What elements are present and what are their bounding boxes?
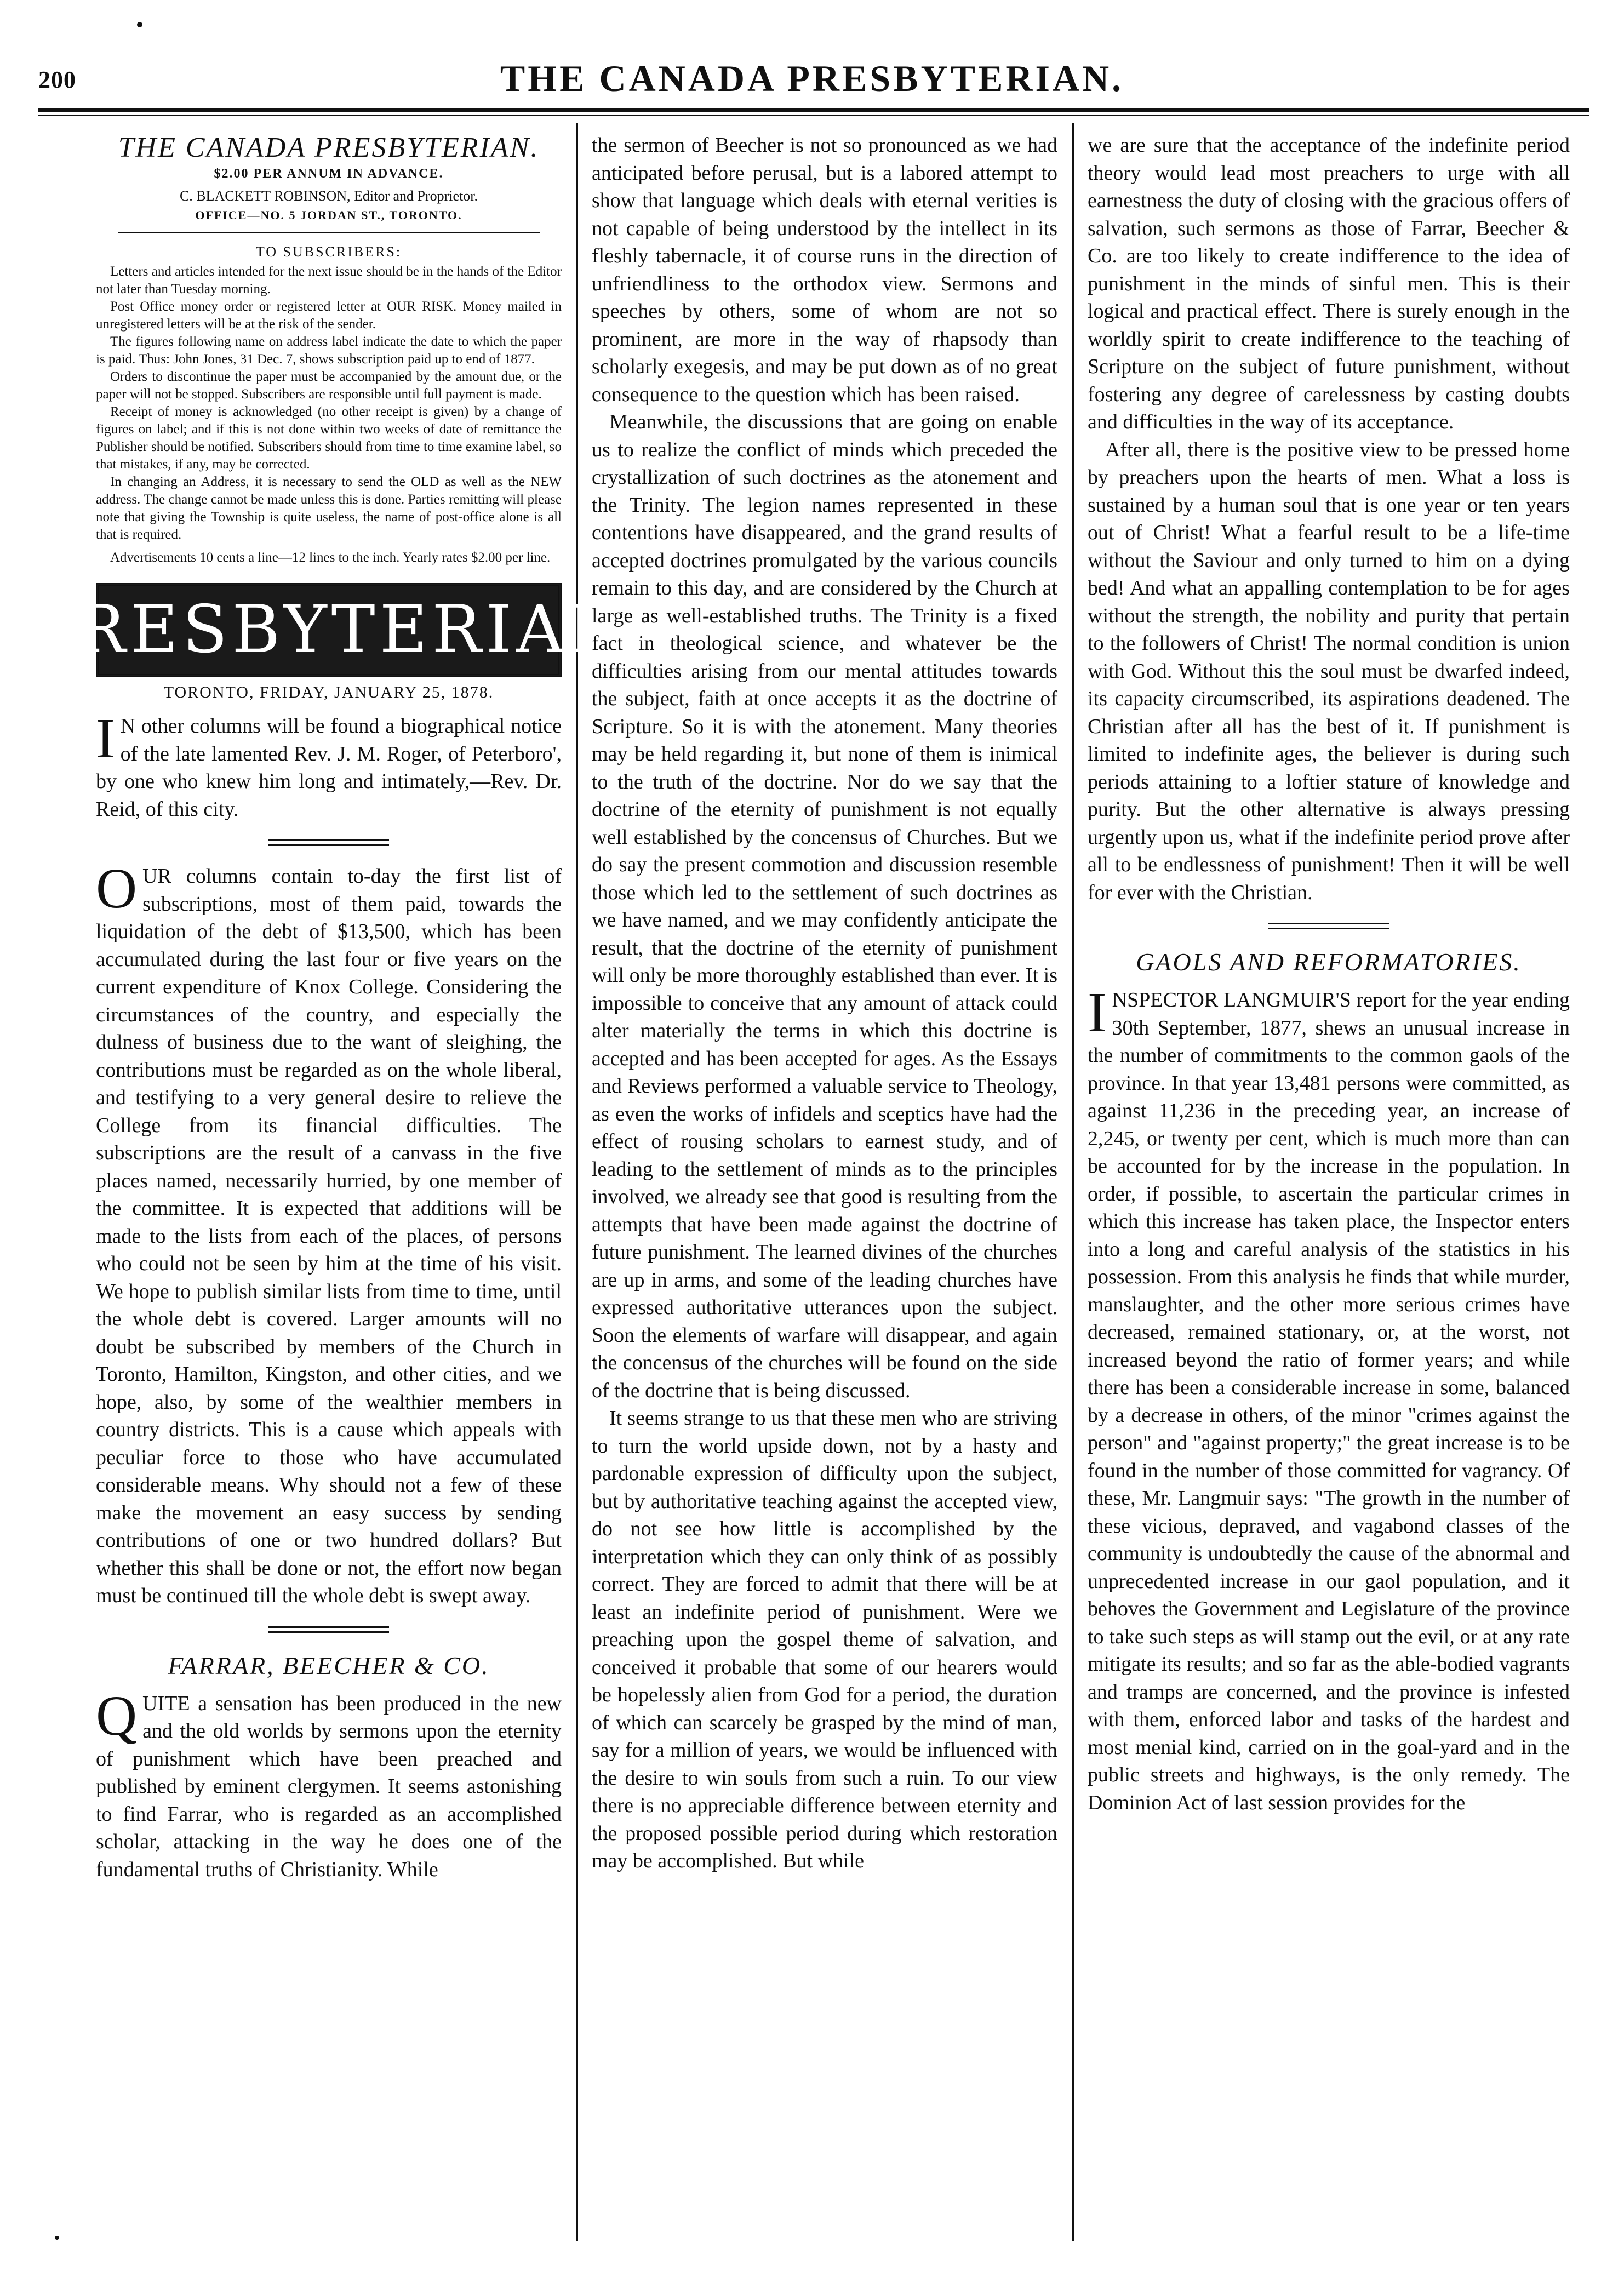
imprint-title: THE CANADA PRESBYTERIAN.: [118, 132, 540, 163]
subscribers-paragraph: Receipt of money is acknowledged (no other receipt is given) by a change of figures on label; and if this is not done within two weeks of date of remittance the Publisher should be notified. Subscribers should from time to time examine label, so that mistakes, if any, may be corrected.: [96, 404, 562, 472]
subscribers-paragraph: Orders to discontinue the paper must be accompanied by the amount due, or the paper will not be stopped. Subscribers are responsible until full payment is made.: [96, 369, 562, 402]
column-divider-1: [576, 123, 578, 2241]
imprint-office: OFFICE—NO. 5 JORDAN ST., TORONTO.: [195, 208, 462, 222]
imprint-rule: [118, 232, 540, 233]
subscribers-heading: TO SUBSCRIBERS:: [255, 244, 402, 260]
article-paragraph: we are sure that the acceptance of the indefinite period theory would lead most preachers to urge with all earnestness the duty of closing with the gracious offers of salvation, such sermons as those of Farrar, Beecher & Co. are too likely to create indifference to the idea of punishment in the minds of sinful men. This is their logical and practical effect. There is surely enough in the worldly spirit to create indifference to the teaching of Scripture on the subject of future punishment, without fostering any degree of carelessness by casting doubts and difficulties in the way of its acceptance.: [1088, 134, 1570, 433]
subscribers-paragraph: In changing an Address, it is necessary to send the OLD as well as the NEW address. The change cannot be made unless this is done. Parties remitting will please note that giving the Township is quite useless, the name of post-office alone is all that is required.: [96, 475, 562, 542]
header-rule-thin: [38, 115, 1589, 116]
column-1: [27, 132, 630, 2230]
column-divider-2: [1072, 123, 1074, 2241]
gaols-heading: GAOLS AND REFORMATORIES.: [1136, 948, 1522, 976]
subscribers-paragraph: The figures following name on address label indicate the date to which the paper is paid. Thus: John Jones, 31 Dec. 7, shows subscription paid up to end of 1877.: [96, 334, 562, 367]
subscribers-paragraph: Post Office money order or registered letter at OUR RISK. Money mailed in unregistered letters will be at the risk of the sender.: [96, 299, 562, 332]
gaols-article: INSPECTOR LANGMUIR'S report for the year ending 30th September, 1877, shews an unusual increase in the number of commitments to the common gaols of the province. In that year 13,481 persons were committed, as against 11,236 in the preceding year, an increase of 2,245, or twenty per cent, which is much more than can be accounted for by the increase in the population. In order, if possible, to ascertain the particular crimes in which this increase has taken place, the Inspector enters into a long and careful analysis of the statistics in his possession. From this analysis he finds that while murder, manslaughter, and the other more serious crimes have decreased, remained stationary, or, at the worst, not increased beyond the ratio of former years; and while there has been a considerable increase in some, balanced by a decrease in others, of the minor "crimes against the person" and "against property;" the great increase is to be found in the number of those committed for vagrancy. Of these, Mr. Langmuir says: "The growth in the number of these vicious, depraved, and vagabond classes of the community is undoubtedly the cause of the abnormal and unprecedented increase in our gaol population, and it behoves the Government and Legislature of the province to take such steps as will stamp out the evil, or at any rate mitigate its results; and so far as the able-bodied vagrants and tramps are concerned, and the province is infested with them, enforced labor and tasks of the hardest and most menial kind, carried on in the goal-yard and in the public streets and highways, is the only remedy. The Dominion Act of last session provides for the: [1088, 981, 1570, 1814]
article-paragraph: Meanwhile, the discussions that are going on enable us to realize the conflict of minds which preceded the crystallization of such doctrines as the atonement and the Trinity. The legion names represented in these contentions have disappeared, and the grand results of accepted doctrines promulgated by the various councils remain to this day, and are considered by the Church at large as well-established truths. The Trinity is a fixed fact in theological science, and whatever be the difficulties arising from our mental attitudes towards the subject, faith at once accepts it as the doctrine of Scripture. So it is with the atonement. Many theories may be held regarding it, but none of them is inimical to the truth of the doctrine. Nor do we say that the doctrine of the eternity of punishment is not equally well established by the concensus of Churches. But we do say the present commotion and discussion resemble those which led to the settlement of such doctrines as we have named, and we may confidently anticipate the result, that the doctrine of the eternity of punishment will only be more thoroughly established than ever. It is impossible to conceive that any amount of attack could alter materially the terms in which this doctrine is accepted and has been accepted for ages. As the Essays and Reviews performed a valuable service to Theology, as even the works of infidels and sceptics have had the effect of rousing scholars to earnest study, and of leading to the settlement of minds as to the principles involved, we already see that good is resulting from the attempts that have been made against the doctrine of future punishment. The learned divines of the churches are up in arms, and some of the leading churches have expressed authoritative utterances upon the subject. Soon the elements of warfare will disappear, and again the concensus of the churches will be found on the side of the doctrine that is being discussed.: [592, 410, 1057, 1402]
ink-spot: [137, 22, 142, 27]
ink-spot: [55, 2236, 59, 2240]
farrar-beecher-heading: FARRAR, BEECHER & CO.: [168, 1651, 490, 1679]
farrar-beecher-intro: QUITE a sensation has been produced in the new and the old worlds by sermons upon the eternity of punishment which have been preached and published by eminent clergymen. It seems astonishing to find Farrar, who is regarded as an accomplished scholar, attacking in the way he does one of the fundamental truths of Christianity. While: [96, 1684, 562, 1881]
article-paragraph: It seems strange to us that these men who are striving to turn the world upside down, not by a hasty and pardonable expression of difficulty upon the subject, but by authoritative teaching against the accepted view, do not see how little is accomplished by the interpretation which they can only think of as possibly correct. They are forced to admit that there will be at least an indefinite period of punishment. Were we preaching upon the gospel theme of salvation, and conceived it probable that some of our hearers would be hopelessly alien from God for a period, the duration of which can scarcely be grasped by the mind of man, say for a million of years, we would be influenced with the desire to win souls from such a ruin. To our view there is no appreciable difference between eternity and the proposed possible period during which restoration may be accomplished. But while: [592, 1407, 1057, 1872]
section-separator: [268, 839, 389, 846]
advertising-rates: Advertisements 10 cents a line—12 lines to the inch. Yearly rates $2.00 per line.: [110, 550, 551, 565]
subscribers-paragraph: Letters and articles intended for the next issue should be in the hands of the Editor not later than Tuesday morning.: [96, 264, 562, 296]
rev-roger-notice: IN other columns will be found a biographical notice of the late lamented Rev. J. M. Roger, of Peterboro', by one who knew him long and intimately,—Rev. Dr. Reid, of this city.: [96, 707, 562, 821]
column-2: [592, 132, 1057, 2230]
dateline: TORONTO, FRIDAY, JANUARY 25, 1878.: [163, 683, 494, 701]
header-rule: [38, 108, 1589, 112]
imprint-terms: $2.00 PER ANNUM IN ADVANCE.: [214, 167, 444, 181]
section-separator: [268, 1626, 389, 1633]
page-number: 200: [38, 66, 76, 93]
article-paragraph: After all, there is the positive view to be pressed home by preachers upon the hearts of men. What a loss is sustained by a human soul that is one year or ten years out of Christ! What a fearful result to be a life-time without the Saviour and only turned to him on a dying bed! And what an appalling contemplation to be for ages without the strength, the nobility and purity that pertain to the followers of Christ! The normal condition is union with God. Without this the soul must be dwarfed indeed, its capacity circumscribed, its aspirations deadened. The Christian after all has the best of it. If punishment is limited to indefinite ages, the believer is during such periods attaining to a loftier stature of knowledge and purity. But the other alternative is always pressing urgently upon us, what if the indefinite period prove after all to be endlessness of punishment! Then it will be well for ever with the Christian.: [1088, 438, 1570, 904]
presbyterian-banner: PRESBYTERIAN: [96, 583, 562, 677]
column-3: [1088, 132, 1570, 2230]
article-paragraph: the sermon of Beecher is not so pronounced as we had anticipated before perusal, but is a labored attempt to show that language which deals with eternal verities is not capable of being understood by the intellect in its fleshly tabernacle, it of course runs in the direction of unfriendliness to the orthodox view. Sermons and speeches by others, some of whom are not so prominent, are more in the way of rhapsody than scholarly exegesis, and may be put down as of no great consequence to the question which has been raised.: [592, 134, 1057, 406]
knox-college-subscriptions: OUR columns contain to-day the first list of subscriptions, most of them paid, towards the liquidation of the debt of $13,500, which has been accumulated during the last four or five years on the current expenditure of Knox College. Considering the circumstances of the country, and especially the dulness of business due to the want of sleighing, the contributions must be regarded as on the whole liberal, and testifying to a very general desire to relieve the College from its financial difficulties. The subscriptions are the result of a canvass in the five places named, necessarily hurried, by one member of the committee. It is expected that additions will be made to the lists from each of the places, of persons who could not be seen by him at the time of his visit. We hope to publish similar lists from time to time, until the whole debt is covered. Larger amounts will no doubt be subscribed by members of the Church in Toronto, Hamilton, Kingston, and other cities, and we hope, also, by some of the wealthier members in country districts. This is a cause which appeals with peculiar force to those who have accumulated considerable means. Why should not a few of these make the movement an easy success by sending contributions of one or two hundred dollars? But whether this shall be done or not, the effort now began must be continued till the whole debt is swept away.: [96, 857, 562, 1607]
running-title: THE CANADA PRESBYTERIAN.: [500, 58, 1124, 99]
imprint-editor: C. BLACKETT ROBINSON, Editor and Proprietor.: [179, 188, 478, 204]
section-separator: [1268, 923, 1389, 929]
